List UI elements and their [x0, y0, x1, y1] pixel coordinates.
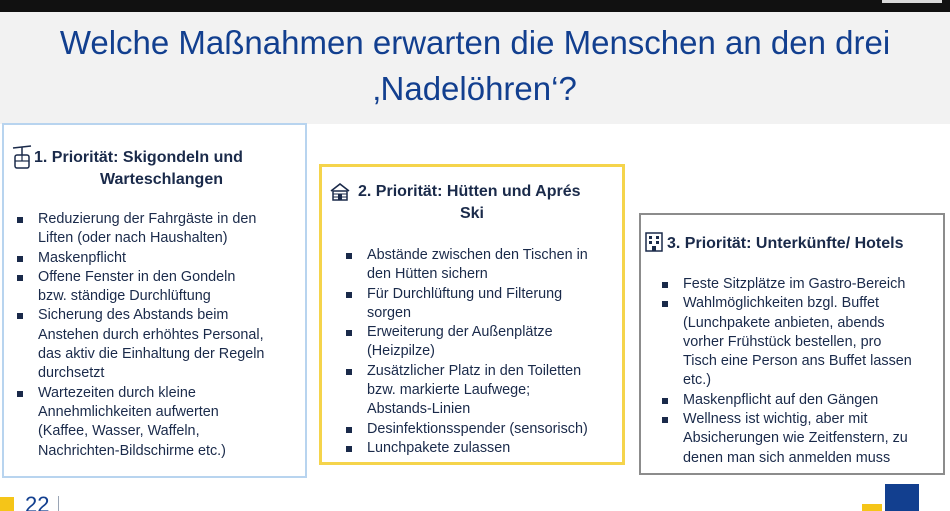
list-item: Wellness ist wichtig, aber mit Absicherungen wie Zeitfenstern, zu denen man sich anmelden muss [659, 410, 945, 468]
bullet-icon [346, 427, 352, 433]
bullet-list [343, 246, 628, 458]
list-item: Lunchpakete zulassen [343, 439, 628, 458]
list-item: Reduzierung der Fahrgäste in den Liften (oder nach Haushalten) [14, 210, 307, 249]
panel-title: 3. Priorität: Unterkünfte/ Hotels [667, 235, 904, 252]
list-item: Zusätzlicher Platz in den Toiletten bzw. markierte Laufwege; Abstands-Linien [343, 362, 628, 420]
panel-title-line2: Ski [459, 205, 484, 222]
hotel-icon [645, 232, 663, 252]
gondola-icon [12, 145, 32, 171]
priority-panel-gondolas [2, 123, 307, 478]
bullet-icon [346, 446, 352, 452]
list-item: Feste Sitzplätze im Gastro-Bereich [659, 275, 945, 294]
bullet-list [14, 210, 307, 461]
bullet-icon [662, 417, 668, 423]
panel-title-line1: 1. Priorität: Skigondeln und [34, 149, 243, 166]
list-item: Wartezeiten durch kleine Annehmlichkeiten aufwerten (Kaffee, Wasser, Waffeln, Nachrichten-Bildschirme etc.) [14, 384, 307, 461]
bullet-list [659, 275, 945, 468]
divider [58, 496, 59, 511]
window-control[interactable] [882, 0, 942, 3]
window-top-bar [0, 0, 950, 12]
bullet-icon [346, 369, 352, 375]
list-item: Wahlmöglichkeiten bzgl. Buffet (Lunchpakete anbieten, abends vorher Frühstück bestellen, pro Tisch eine Person ans Buffet lassen etc.) [659, 294, 945, 390]
bullet-icon [662, 282, 668, 288]
bullet-icon [346, 253, 352, 259]
panel-title-line2: Warteschlangen [100, 171, 223, 188]
list-item: Maskenpflicht auf den Gängen [659, 391, 945, 410]
bullet-icon [662, 398, 668, 404]
list-item: Maskenpflicht [14, 249, 307, 268]
page-marker [0, 497, 14, 511]
panel-title-line1: 2. Priorität: Hütten und Aprés [358, 183, 581, 200]
list-item: Erweiterung der Außenplätze (Heizpilze) [343, 323, 628, 362]
logo [885, 484, 919, 511]
hut-icon [330, 183, 350, 201]
bullet-icon [17, 217, 23, 223]
bullet-icon [17, 256, 23, 262]
slide-title: Welche Maßnahmen erwarten die Menschen an den drei ‚Nadelöhren‘? [59, 24, 891, 107]
bullet-icon [662, 301, 668, 307]
list-item: Sicherung des Abstands beim Anstehen durch erhöhtes Personal, das aktiv die Einhaltung der Regeln durchsetzt [14, 306, 307, 383]
bullet-icon [17, 313, 23, 319]
list-item: Desinfektionsspender (sensorisch) [343, 420, 628, 439]
list-item: Offene Fenster in den Gondeln bzw. ständige Durchlüftung [14, 268, 307, 307]
logo-accent [862, 504, 882, 511]
bullet-icon [346, 292, 352, 298]
bullet-icon [17, 391, 23, 397]
priority-panel-hotels [639, 213, 945, 475]
list-item: Abstände zwischen den Tischen in den Hütten sichern [343, 246, 628, 285]
bullet-icon [346, 330, 352, 336]
priority-panel-huts [319, 164, 625, 465]
page-number: 22 [25, 492, 50, 511]
list-item: Für Durchlüftung und Filterung sorgen [343, 285, 628, 324]
bullet-icon [17, 275, 23, 281]
